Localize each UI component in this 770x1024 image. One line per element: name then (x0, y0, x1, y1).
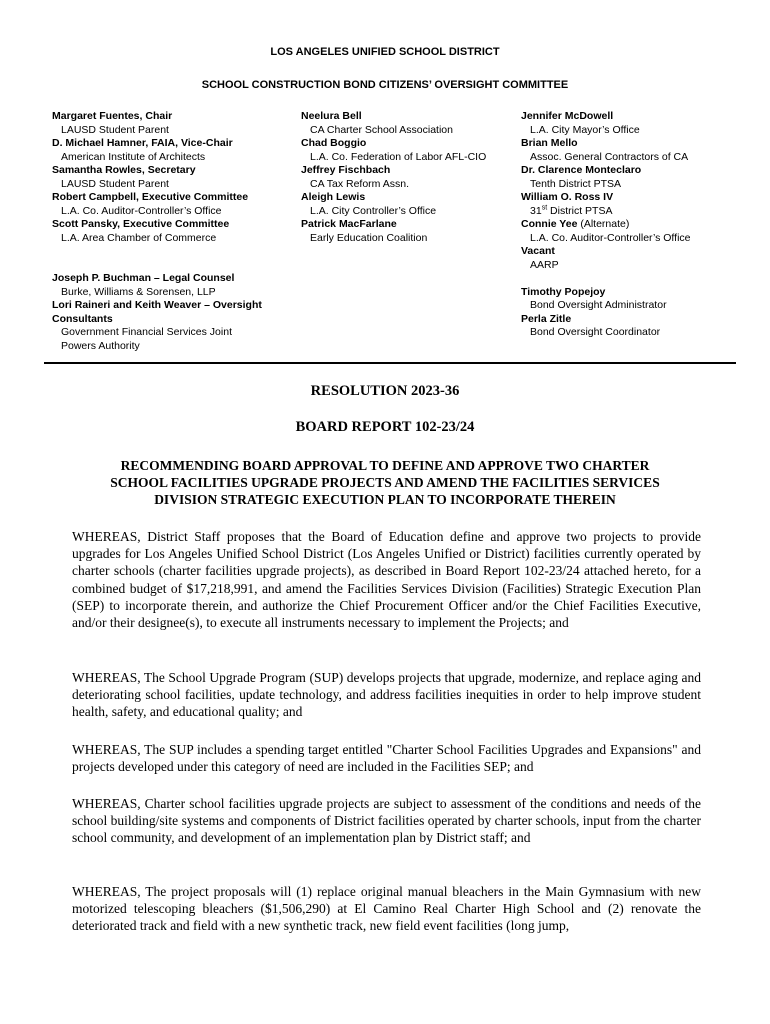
resolution-number: RESOLUTION 2023-36 (310, 383, 460, 399)
oversight-consultants-name: Lori Raineri and Keith Weaver – Oversight (52, 299, 262, 311)
member-role: CA Tax Reform Assn. (310, 177, 410, 190)
member-name: Scott Pansky, Executive Committee (52, 218, 230, 230)
header-divider (44, 362, 736, 364)
oversight-consultants-org-cont: Powers Authority (61, 339, 140, 352)
member-role: L.A. Co. Federation of Labor AFL-CIO (310, 150, 487, 163)
alternate-note: (Alternate) (577, 218, 630, 230)
member-role: LAUSD Student Parent (61, 123, 169, 136)
oversight-consultants-org: Government Financial Services Joint (61, 326, 232, 338)
member-name: Vacant (521, 245, 555, 257)
member-name: Robert Campbell, Executive Committee (52, 191, 249, 203)
member-name: William O. Ross IV (521, 191, 614, 203)
member-role: American Institute of Architects (61, 150, 206, 163)
member-name: Patrick MacFarlane (301, 218, 397, 230)
member-role: L.A. City Mayor’s Office (530, 123, 640, 136)
resolution-title (70, 457, 700, 508)
staff-name: Perla Zitle (521, 312, 572, 325)
member-role: L.A. Area Chamber of Commerce (61, 231, 217, 244)
member-name: Neelura Bell (301, 110, 362, 122)
whereas-paragraph: WHEREAS, District Staff proposes that the Board of Education define and approve two projects to provide upgrades for Los Angeles Unified School District (Los Angeles Unified or District) facilities currently operated by charter schools (charter facilities upgrade projects), as described in Board Report 102-23/24 attached hereto, for a combined budget of $17,218,991, and amend the Facilities Services Division (Facilities) Strategic Execution Plan (SEP) to incorporate therein, and authorize the Chief Procurement Officer and/or the Chief Facilities Executive, and/or their designee(s), to execute all instruments necessary to implement the Projects; and (72, 529, 701, 631)
member-name: Chad Boggio (301, 137, 367, 149)
member-role: AARP (530, 258, 559, 271)
member-role: Tenth District PTSA (530, 177, 622, 190)
whereas-paragraph: WHEREAS, The project proposals will (1) replace original manual bleachers in the Main Gymnasium with new motorized telescoping bleachers ($1,506,290) at El Camino Real Charter High School and (2) renovate the deteriorated track and field with a new synthetic track, new field event facilities (long jump, (72, 884, 701, 934)
members-middle-column (301, 110, 486, 245)
staff-name: Timothy Popejoy (521, 285, 606, 298)
member-name: Margaret Fuentes, Chair (52, 110, 173, 122)
title-line: DIVISION STRATEGIC EXECUTION PLAN TO INCORPORATE THEREIN (154, 492, 616, 507)
title-line: RECOMMENDING BOARD APPROVAL TO DEFINE AND APPROVE TWO CHARTER (120, 458, 650, 473)
members-left-column (52, 110, 262, 353)
members-right-column (521, 110, 691, 340)
oversight-consultants-name-cont: Consultants (52, 312, 113, 325)
member-role: CA Charter School Association (310, 123, 453, 136)
legal-counsel-name: Joseph P. Buchman – Legal Counsel (52, 272, 235, 284)
member-name: Samantha Rowles, Secretary (52, 164, 196, 176)
district-heading: LOS ANGELES UNIFIED SCHOOL DISTRICT (270, 46, 500, 58)
member-name: Dr. Clarence Monteclaro (521, 164, 642, 176)
whereas-paragraph: WHEREAS, Charter school facilities upgrade projects are subject to assessment of the conditions and needs of the school building/site systems and components of District facilities operated by charter schools, input from the charter school community, and development of an implementation plan by District staff; and (72, 796, 701, 846)
member-name: Brian Mello (521, 137, 578, 149)
board-report-number: BOARD REPORT 102-23/24 (295, 419, 475, 435)
member-name: Connie Yee (Alternate) (521, 218, 630, 230)
staff-role: Bond Oversight Administrator (530, 299, 667, 311)
member-name: Jeffrey Fischbach (301, 164, 391, 176)
member-role: LAUSD Student Parent (61, 177, 169, 190)
member-role: L.A. Co. Auditor-Controller’s Office (61, 204, 222, 217)
member-role: L.A. Co. Auditor-Controller’s Office (530, 231, 691, 244)
member-role: 31st District PTSA (530, 204, 613, 217)
member-name: D. Michael Hamner, FAIA, Vice-Chair (52, 137, 233, 149)
staff-role: Bond Oversight Coordinator (530, 326, 661, 338)
whereas-paragraph: WHEREAS, The SUP includes a spending target entitled "Charter School Facilities Upgrades and Expansions" and projects developed under this category of need are included in the Facilities SEP; and (72, 742, 701, 775)
member-name: Jennifer McDowell (521, 110, 614, 122)
title-line: SCHOOL FACILITIES UPGRADE PROJECTS AND AMEND THE FACILITIES SERVICES (110, 475, 660, 490)
member-role: Early Education Coalition (310, 231, 428, 244)
member-role: L.A. City Controller’s Office (310, 204, 437, 217)
member-name: Aleigh Lewis (301, 191, 366, 203)
committee-heading: SCHOOL CONSTRUCTION BOND CITIZENS’ OVERSIGHT COMMITTEE (201, 79, 569, 91)
whereas-paragraph: WHEREAS, The School Upgrade Program (SUP) develops projects that upgrade, modernize, and replace aging and deteriorating school facilities, update technology, and address facilities inequities in order to help improve student health, safety, and educational quality; and (72, 670, 701, 720)
legal-counsel-firm: Burke, Williams & Sorensen, LLP (61, 285, 216, 298)
member-role: Assoc. General Contractors of CA (530, 150, 689, 163)
